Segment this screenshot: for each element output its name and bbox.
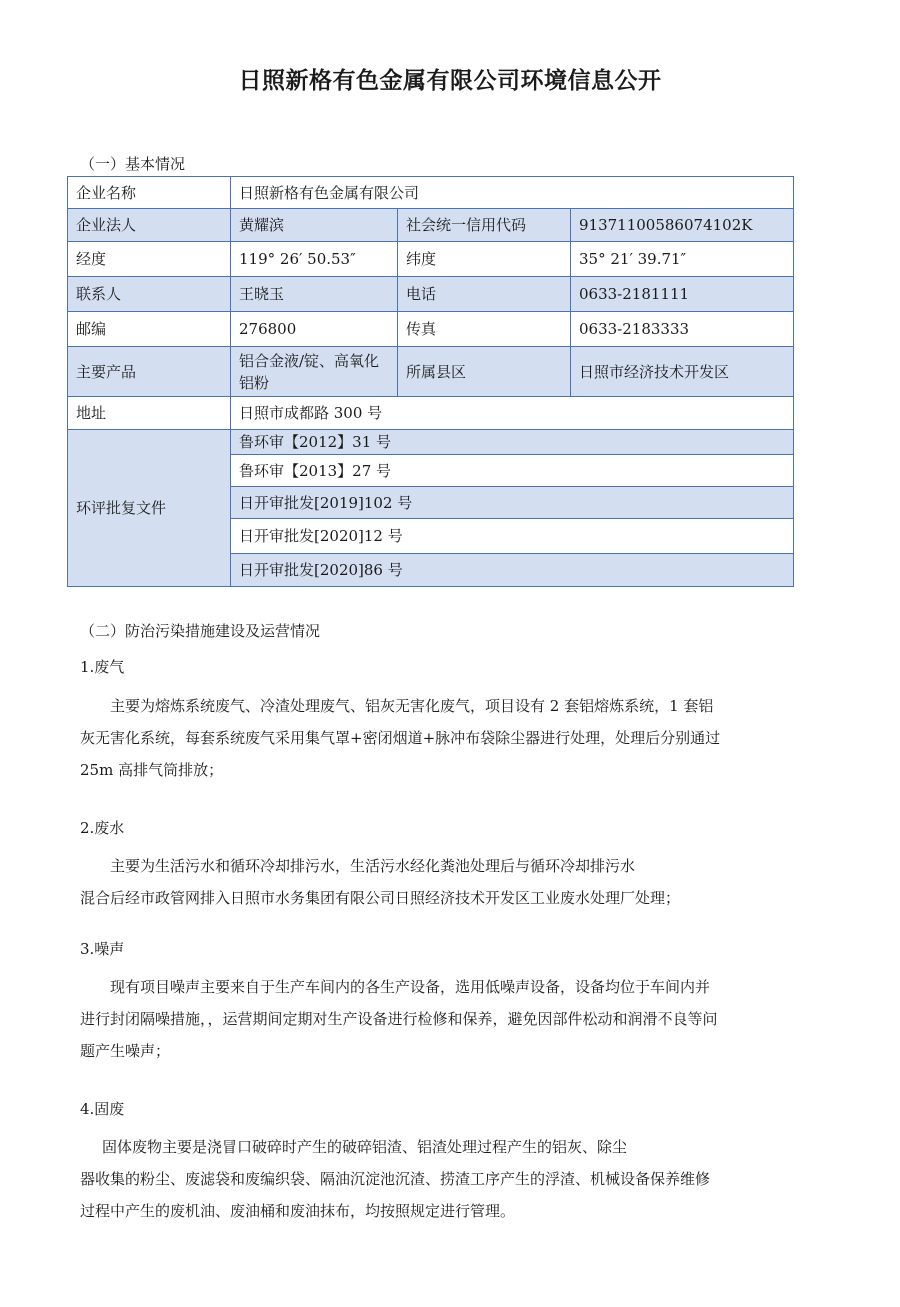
product-label: 主要产品 bbox=[68, 347, 231, 397]
paragraph-line: 主要为熔炼系统废气、冷渣处理废气、铝灰无害化废气，项目设有 2 套铝熔炼系统，1 套铝 bbox=[110, 697, 714, 715]
item-heading-noise: 3.噪声 bbox=[80, 940, 125, 958]
address-value: 日照市成都路 300 号 bbox=[231, 397, 794, 430]
address-label: 地址 bbox=[68, 397, 231, 430]
zip-value: 276800 bbox=[231, 312, 398, 347]
paragraph-line: 25m 高排气筒排放； bbox=[80, 761, 224, 779]
eia-doc-row: 鲁环审【2013】27 号 bbox=[231, 455, 794, 487]
paragraph-line: 灰无害化系统，每套系统废气采用集气罩+密闭烟道+脉冲布袋除尘器进行处理，处理后分别通过 bbox=[80, 729, 721, 747]
paragraph-line: 进行封闭隔噪措施，，运营期间定期对生产设备进行检修和保养，避免因部件松动和润滑不良等问 bbox=[80, 1010, 718, 1028]
eia-doc-row: 鲁环审【2012】31 号 bbox=[231, 430, 794, 455]
district-label: 所属县区 bbox=[398, 347, 571, 397]
fax-label: 传真 bbox=[398, 312, 571, 347]
section-heading-basic-info: （一）基本情况 bbox=[80, 155, 186, 173]
credit-code-label: 社会统一信用代码 bbox=[398, 209, 571, 242]
item-heading-waste-gas: 1.废气 bbox=[80, 658, 125, 676]
section-heading-pollution-control: （二）防治污染措施建设及运营情况 bbox=[80, 622, 321, 640]
legal-person-label: 企业法人 bbox=[68, 209, 231, 242]
company-name-label: 企业名称 bbox=[68, 177, 231, 209]
item-heading-waste-water: 2.废水 bbox=[80, 819, 125, 837]
credit-code-value: 91371100586074102K bbox=[571, 209, 794, 242]
eia-doc-row: 日开审批发[2019]102 号 bbox=[231, 487, 794, 519]
latitude-value: 35° 21′ 39.71″ bbox=[571, 242, 794, 277]
company-name-value: 日照新格有色金属有限公司 bbox=[231, 177, 794, 209]
zip-label: 邮编 bbox=[68, 312, 231, 347]
paragraph-noise bbox=[80, 971, 792, 1067]
district-value: 日照市经济技术开发区 bbox=[571, 347, 794, 397]
paragraph-waste-gas bbox=[80, 690, 792, 786]
paragraph-line: 现有项目噪声主要来自于生产车间内的各生产设备，选用低噪声设备，设备均位于车间内并 bbox=[110, 978, 711, 996]
paragraph-line: 固体废物主要是浇冒口破碎时产生的破碎铝渣、铝渣处理过程产生的铝灰、除尘 bbox=[102, 1138, 628, 1156]
paragraph-line: 题产生噪声； bbox=[80, 1042, 171, 1060]
basic-info-table bbox=[67, 176, 794, 587]
contact-value: 王晓玉 bbox=[231, 277, 398, 312]
fax-value: 0633-2183333 bbox=[571, 312, 794, 347]
phone-value: 0633-2181111 bbox=[571, 277, 794, 312]
page-title: 日照新格有色金属有限公司环境信息公开 bbox=[238, 68, 662, 94]
eia-doc-row: 日开审批发[2020]12 号 bbox=[231, 519, 794, 554]
longitude-label: 经度 bbox=[68, 242, 231, 277]
product-value: 铝合金液/锭、高氧化铝粉 bbox=[231, 347, 398, 397]
latitude-label: 纬度 bbox=[398, 242, 571, 277]
eia-doc-row: 日开审批发[2020]86 号 bbox=[231, 554, 794, 587]
phone-label: 电话 bbox=[398, 277, 571, 312]
paragraph-line: 过程中产生的废机油、废油桶和废油抹布，均按照规定进行管理。 bbox=[80, 1202, 516, 1220]
paragraph-solid-waste bbox=[80, 1131, 792, 1227]
legal-person-value: 黄耀滨 bbox=[231, 209, 398, 242]
contact-label: 联系人 bbox=[68, 277, 231, 312]
paragraph-line: 主要为生活污水和循环冷却排污水，生活污水经化粪池处理后与循环冷却排污水 bbox=[110, 857, 636, 875]
eia-docs-label: 环评批复文件 bbox=[68, 430, 231, 587]
paragraph-line: 器收集的粉尘、废滤袋和废编织袋、隔油沉淀池沉渣、捞渣工序产生的浮渣、机械设备保养维修 bbox=[80, 1170, 711, 1188]
paragraph-line: 混合后经市政管网排入日照市水务集团有限公司日照经济技术开发区工业废水处理厂处理； bbox=[80, 889, 681, 907]
longitude-value: 119° 26′ 50.53″ bbox=[231, 242, 398, 277]
item-heading-solid-waste: 4.固废 bbox=[80, 1100, 125, 1118]
paragraph-waste-water bbox=[80, 850, 792, 914]
